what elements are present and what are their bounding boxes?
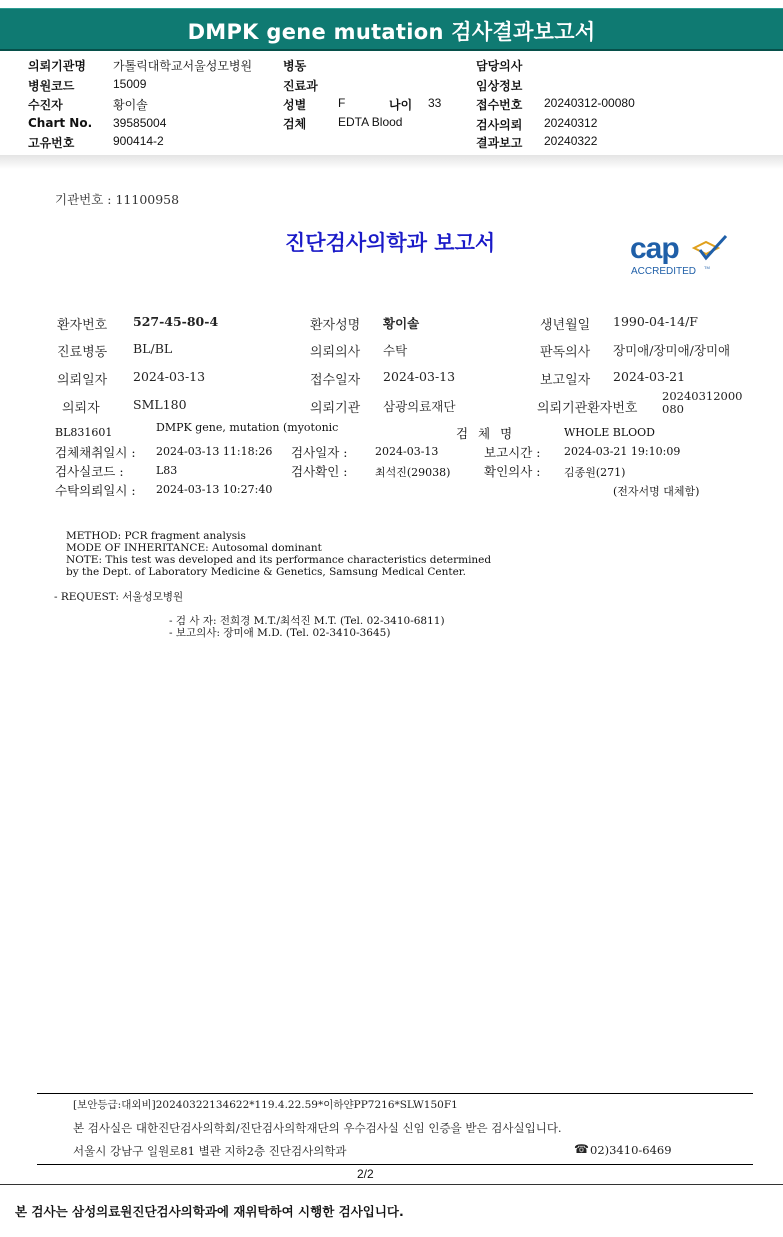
field-label: 보고일자 [540, 373, 591, 388]
field-value: 1990-04-14/F [613, 314, 698, 329]
header-label: 병원코드 [28, 79, 75, 93]
method-line: METHOD: PCR fragment analysis [66, 530, 246, 542]
field-value: 김종원(271) [564, 466, 626, 479]
page-bottom-rule [0, 1184, 783, 1185]
header-value: F [338, 96, 346, 110]
header-value: 20240322 [544, 134, 598, 148]
header-label: 담당의사 [476, 59, 523, 73]
header-label: 나이 [389, 98, 413, 112]
field-label: 판독의사 [540, 345, 591, 360]
certification-line: 본 검사실은 대한진단검사의학회/진단검사의학재단의 우수검사실 신임 인증을 받은 검사실입니다. [73, 1121, 562, 1135]
header-value: 20240312-00080 [544, 96, 635, 110]
title-banner [0, 8, 783, 51]
field-value: 2024-03-13 [383, 369, 456, 384]
header-label: 고유번호 [28, 136, 75, 150]
address-line: 서울시 강남구 일원로81 별관 지하2층 진단검사의학과 [73, 1144, 347, 1158]
staff-line: - 검 사 자: 전희경 M.T./최석진 M.T. (Tel. 02-3410-6811) [169, 615, 445, 627]
cap-logo-accredited: ACCREDITED [631, 266, 697, 277]
cap-logo-trademark: TM [704, 265, 710, 270]
header-value: 39585004 [113, 116, 167, 130]
specimen-name-label: 검 체 명 [456, 426, 513, 441]
header-value: 가톨릭대학교서울성모병원 [113, 59, 253, 73]
field-value: L83 [156, 464, 178, 477]
method-line: MODE OF INHERITANCE: Autosomal dominant [66, 542, 322, 554]
institution-number: 기관번호 : 11100958 [55, 192, 180, 207]
header-value: 900414-2 [113, 134, 164, 148]
header-value: 황이솔 [113, 98, 148, 112]
method-line: by the Dept. of Laboratory Medicine & Genetics, Samsung Medical Center. [66, 566, 466, 578]
header-value: EDTA Blood [338, 115, 403, 129]
footer-top-rule [37, 1093, 753, 1094]
report-title: DMPK gene mutation 검사결과보고서 [187, 20, 596, 44]
footer-bottom-rule [37, 1164, 753, 1165]
cap-logo [628, 232, 732, 280]
field-label: 검사실코드 : [55, 464, 124, 479]
field-value: 황이솔 [383, 316, 420, 331]
field-label: 의뢰기관환자번호 [537, 401, 638, 416]
header-label: 임상정보 [476, 79, 523, 93]
header-label: 병동 [283, 59, 307, 73]
field-value: SML180 [133, 397, 187, 412]
field-value: 2024-03-13 11:18:26 [156, 445, 273, 458]
header-value: 15009 [113, 77, 147, 91]
field-label: 진료병동 [57, 345, 108, 360]
header-label: 의뢰기관명 [28, 59, 86, 73]
checkmark-icon [690, 234, 728, 262]
field-label: 보고시간 : [484, 445, 541, 460]
header-value: 20240312 [544, 116, 598, 130]
field-value: BL/BL [133, 341, 173, 356]
field-value: 2024-03-13 [133, 369, 206, 384]
field-label: 수탁의뢰일시 : [55, 483, 136, 498]
field-label: 환자성명 [310, 318, 361, 333]
test-code: BL831601 [55, 426, 113, 439]
field-value: 2024-03-21 19:10:09 [564, 445, 681, 458]
header-label: 진료과 [283, 79, 318, 93]
field-label: 환자번호 [57, 318, 108, 333]
specimen-name-value: WHOLE BLOOD [564, 426, 655, 439]
report-heading: 진단검사의학과 보고서 [285, 230, 496, 255]
header-label: 성별 [283, 98, 307, 112]
field-value: 최석진(29038) [375, 466, 451, 479]
field-value: 삼광의료재단 [383, 399, 456, 414]
field-value: 장미애/장미애/장미애 [613, 343, 731, 358]
field-value: 수탁 [383, 343, 408, 358]
field-label: 검사일자 : [291, 445, 348, 460]
field-label: 검체채취일시 : [55, 445, 136, 460]
field-label: 의뢰기관 [310, 401, 361, 416]
test-name: DMPK gene, mutation (myotonic [156, 421, 339, 434]
field-label: 의뢰일자 [57, 373, 108, 388]
phone-icon: ☎ [574, 1142, 589, 1156]
header-label: 접수번호 [476, 98, 523, 112]
security-line: [보안등급:대외비]20240322134622*119.4.22.59*이하얀PP7216*SLW150F1 [73, 1099, 458, 1111]
field-value: 2024-03-13 [375, 445, 439, 458]
header-label: 검사의뢰 [476, 118, 523, 132]
field-value: 527-45-80-4 [133, 314, 219, 329]
field-label: 생년월일 [540, 318, 591, 333]
staff-line: - 보고의사: 장미애 M.D. (Tel. 02-3410-3645) [169, 627, 391, 639]
page-number: 2/2 [357, 1167, 374, 1181]
field-value: 2024-03-13 10:27:40 [156, 483, 273, 496]
field-value: 2024-03-21 [613, 369, 686, 384]
method-line: NOTE: This test was developed and its performance characteristics determined [66, 554, 492, 566]
field-label: 검사확인 : [291, 464, 348, 479]
phone-number: 02)3410-6469 [590, 1143, 672, 1157]
header-label: 수진자 [28, 98, 63, 112]
header-label: 결과보고 [476, 136, 523, 150]
request-line: - REQUEST: 서울성모병원 [54, 591, 184, 603]
field-label: 의뢰자 [62, 401, 100, 416]
cap-logo-brand: cap [630, 232, 679, 265]
bottom-note: 본 검사는 삼성의료원진단검사의학과에 재위탁하여 시행한 검사입니다. [15, 1204, 404, 1219]
header-value: 33 [428, 96, 442, 110]
field-value: 20240312000080 [662, 389, 743, 416]
header-label: 검체 [283, 117, 307, 131]
field-label: 접수일자 [310, 373, 361, 388]
header-label: Chart No. [28, 116, 93, 130]
field-label: 확인의사 : [484, 464, 541, 479]
field-label: 의뢰의사 [310, 345, 361, 360]
esign-note: (전자서명 대체함) [613, 485, 700, 498]
header-divider [0, 155, 783, 169]
